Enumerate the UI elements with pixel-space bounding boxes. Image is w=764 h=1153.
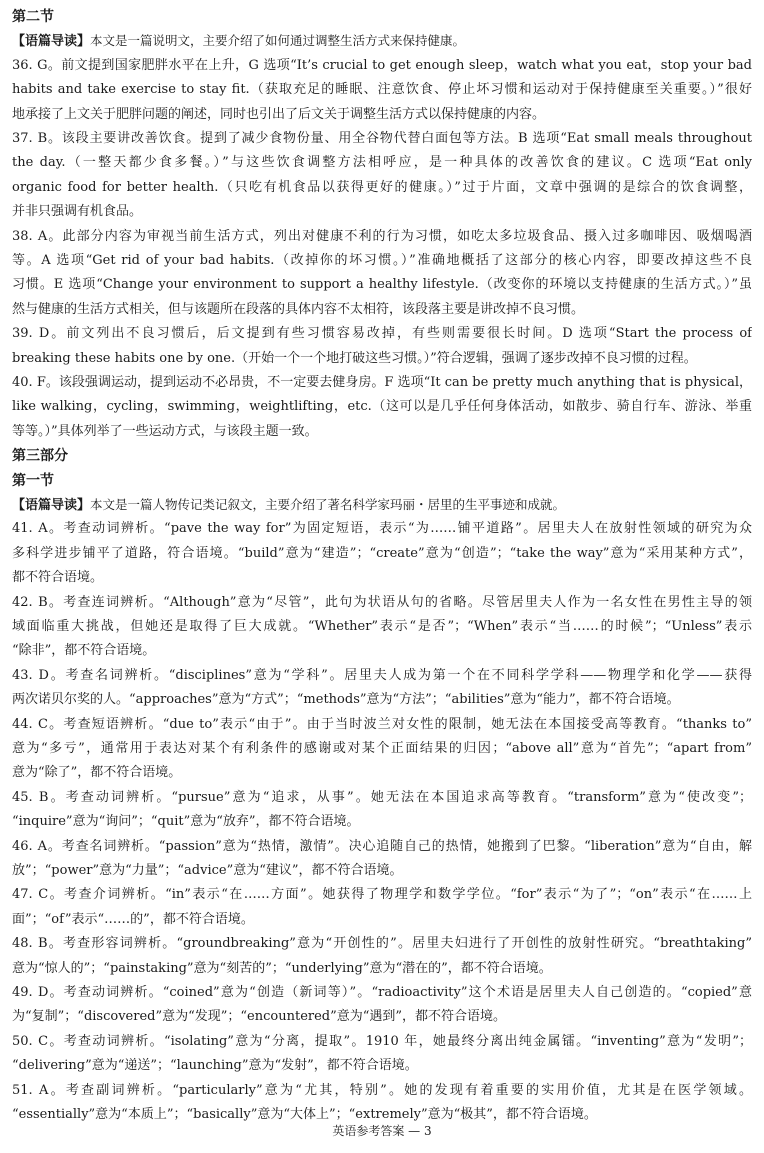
answer-line-first: 44. C。考查短语辨析。“due to”表示“由于”。由于当时波兰对女性的限制，她无法在本国接受高等教育。“thanks to” (12, 716, 752, 732)
answer-line: 多科学进步铺平了道路，符合语境。“build”意为“建造”；“create”意为“创造”；“take the way”意为“采用某种方式”， (12, 545, 752, 561)
answer-line: 然与健康的生活方式相关，但与该题所在段落的具体内容不太相符，该段落主要是讲改掉不良习惯。 (12, 301, 585, 317)
answer-line-first: 47. C。考查介词辨析。“in”表示“在……方面”。她获得了物理学和数学学位。“for”表示“为了”；“on”表示“在……上 (12, 887, 752, 903)
answer-line: 习惯。E 选项“Change your environment to support a healthy lifestyle.（改变你的环境以支持健康的生活方式。）”虽 (12, 277, 752, 293)
reading-guide (12, 30, 752, 53)
answer-line: the day.（一整天都少食多餐。）”与这些饮食调整方法相呼应，是一种具体的改善饮食的建议。C 选项“Eat only (12, 155, 752, 171)
answer-line: 意为“除了”，都不符合语境。 (12, 765, 182, 781)
answer-line: breaking these habits one by one.（开始一个一个地打破这些习惯。）”符合逻辑，强调了逐步改掉不良习惯的过程。 (12, 350, 697, 366)
answer-line: 并非只强调有机食品。 (12, 204, 143, 220)
answer-line: 意为“多亏”，通常用于表达对某个有利条件的感谢或对某个正面结果的归因；“above all”意为“首先”；“apart from” (12, 741, 752, 756)
answer-line: 放”；“power”意为“力量”；“advice”意为“建议”，都不符合语境。 (12, 863, 403, 878)
answer-line: 地承接了上文关于肥胖问题的阐述，同时也引出了后文关于调整生活方式以保持健康的内容。 (12, 106, 546, 122)
answer-line-first: 43. D。考查名词辨析。“disciplines”意为“学科”。居里夫人成为第一个在不同科学学科——物理学和化学——获得 (12, 667, 752, 683)
reading-guide-label: 【语篇导读】 (12, 34, 91, 50)
answer-line-first: 46. A。考查名词辨析。“passion”意为“热情，激情”。决心追随自己的热情，她搬到了巴黎。“liberation”意为“自由，解 (12, 838, 752, 854)
answer-line: “inquire”意为“询问”；“quit”意为“放弃”，都不符合语境。 (12, 814, 360, 830)
answer-line-first: 41. A。考查动词辨析。“pave the way for”为固定短语，表示“为……铺平道路”。居里夫人在放射性领域的研究为众 (12, 521, 752, 537)
answer-line-first: 36. G。前文提到国家肥胖水平在上升，G 选项“It’s crucial to get enough sleep，watch what you eat，stop your bad (12, 57, 752, 73)
answer-line: 都不符合语境。 (12, 570, 104, 586)
answer-line: “除非”，都不符合语境。 (12, 643, 156, 659)
answer-line-first: 38. A。此部分内容为审视当前生活方式，列出对健康不利的行为习惯，如吃太多垃圾食品、摄入过多咖啡因、吸烟喝酒 (12, 228, 752, 244)
page-footer: 英语参考答案 — 3 (332, 1124, 432, 1138)
answer-line: like walking，cycling，swimming，weightlifting，etc.（这可以是几乎任何身体活动，如散步、骑自行车、游泳、举重 (12, 399, 752, 415)
answer-line: 域面临重大挑战，但她还是取得了巨大成就。“Whether”表示“是否”；“When”表示“当……的时候”；“Unless”表示 (12, 619, 752, 634)
answer-line: “delivering”意为“递送”；“launching”意为“发射”，都不符合语境。 (12, 1058, 418, 1074)
answer-line-first: 37. B。该段主要讲改善饮食。提到了减少食物份量、用全谷物代替白面包等方法。B 选项“Eat small meals throughout (12, 131, 752, 146)
reading-guide-label: 【语篇导读】 (12, 498, 91, 513)
answer-line: 两次诺贝尔奖的人。“approaches”意为“方式”；“methods”意为“方法”；“abilities”意为“能力”，都不符合语境。 (12, 692, 680, 708)
answer-line: 等等。）”具体列举了一些运动方式，与该段主题一致。 (12, 423, 318, 439)
answer-line: “essentially”意为“本质上”；“basically”意为“大体上”；“extremely”意为“极其”，都不符合语境。 (12, 1107, 597, 1122)
reading-guide-text: 本文是一篇说明文，主要介绍了如何通过调整生活方式来保持健康。 (90, 33, 466, 49)
answer-line-first: 50. C。考查动词辨析。“isolating”意为“分离，提取”。1910 年，她最终分离出纯金属镭。“inventing”意为“发明”； (12, 1033, 752, 1049)
answer-line-first: 45. B。考查动词辨析。“pursue”意为“追求，从事”。她无法在本国追求高等教育。“transform”意为“使改变”； (12, 789, 752, 805)
section-heading: 第三部分 (12, 448, 68, 465)
reading-guide (12, 494, 752, 517)
answer-line-first: 49. D。考查动词辨析。“coined”意为“创造（新词等）”。“radioactivity”这个术语是居里夫人自己创造的。“copied”意 (12, 985, 752, 1000)
answer-line: habits and take exercise to stay fit.（获取充足的睡眠、注意饮食、停止坏习惯和运动对于保持健康至关重要。）”很好 (12, 82, 752, 98)
answer-line-first: 51. A。考查副词辨析。“particularly”意为“尤其，特别”。她的发现有着重要的实用价值，尤其是在医学领域。 (12, 1082, 752, 1098)
answer-line-first: 40. F。该段强调运动，提到运动不必昂贵，不一定要去健身房。F 选项“It can be pretty much anything that is physical， (12, 375, 752, 390)
answer-line: 等。A 选项“Get rid of your bad habits.（改掉你的坏习惯。）”准确地概括了这部分的核心内容，即要改掉这些不良 (12, 253, 752, 268)
answer-line-first: 39. D。前文列出不良习惯后，后文提到有些习惯容易改掉，有些则需要很长时间。D 选项“Start the process of (12, 326, 752, 342)
reading-guide-text: 本文是一篇人物传记类记叙文，主要介绍了著名科学家玛丽・居里的生平事迹和成就。 (90, 497, 566, 512)
answer-line: 意为“惊人的”；“painstaking”意为“刻苦的”；“underlying”意为“潜在的”，都不符合语境。 (12, 960, 552, 976)
answer-line: organic food for better health.（只吃有机食品以获得更好的健康。）”过于片面，文章中强调的是综合的饮食调整， (12, 179, 752, 195)
answer-line: 面”；“of”表示“……的”，都不符合语境。 (12, 911, 254, 927)
answer-line-first: 42. B。考查连词辨析。“Although”意为“尽管”，此句为状语从句的省略。尽管居里夫人作为一名女性在男性主导的领 (12, 594, 752, 610)
section-heading: 第一节 (12, 472, 54, 489)
answer-line: 为“复制”；“discovered”意为“发现”；“encountered”意为“遇到”，都不符合语境。 (12, 1009, 507, 1025)
section-heading: 第二节 (12, 9, 54, 25)
answer-line-first: 48. B。考查形容词辨析。“groundbreaking”意为“开创性的”。居里夫妇进行了开创性的放射性研究。“breathtaking” (12, 936, 752, 952)
